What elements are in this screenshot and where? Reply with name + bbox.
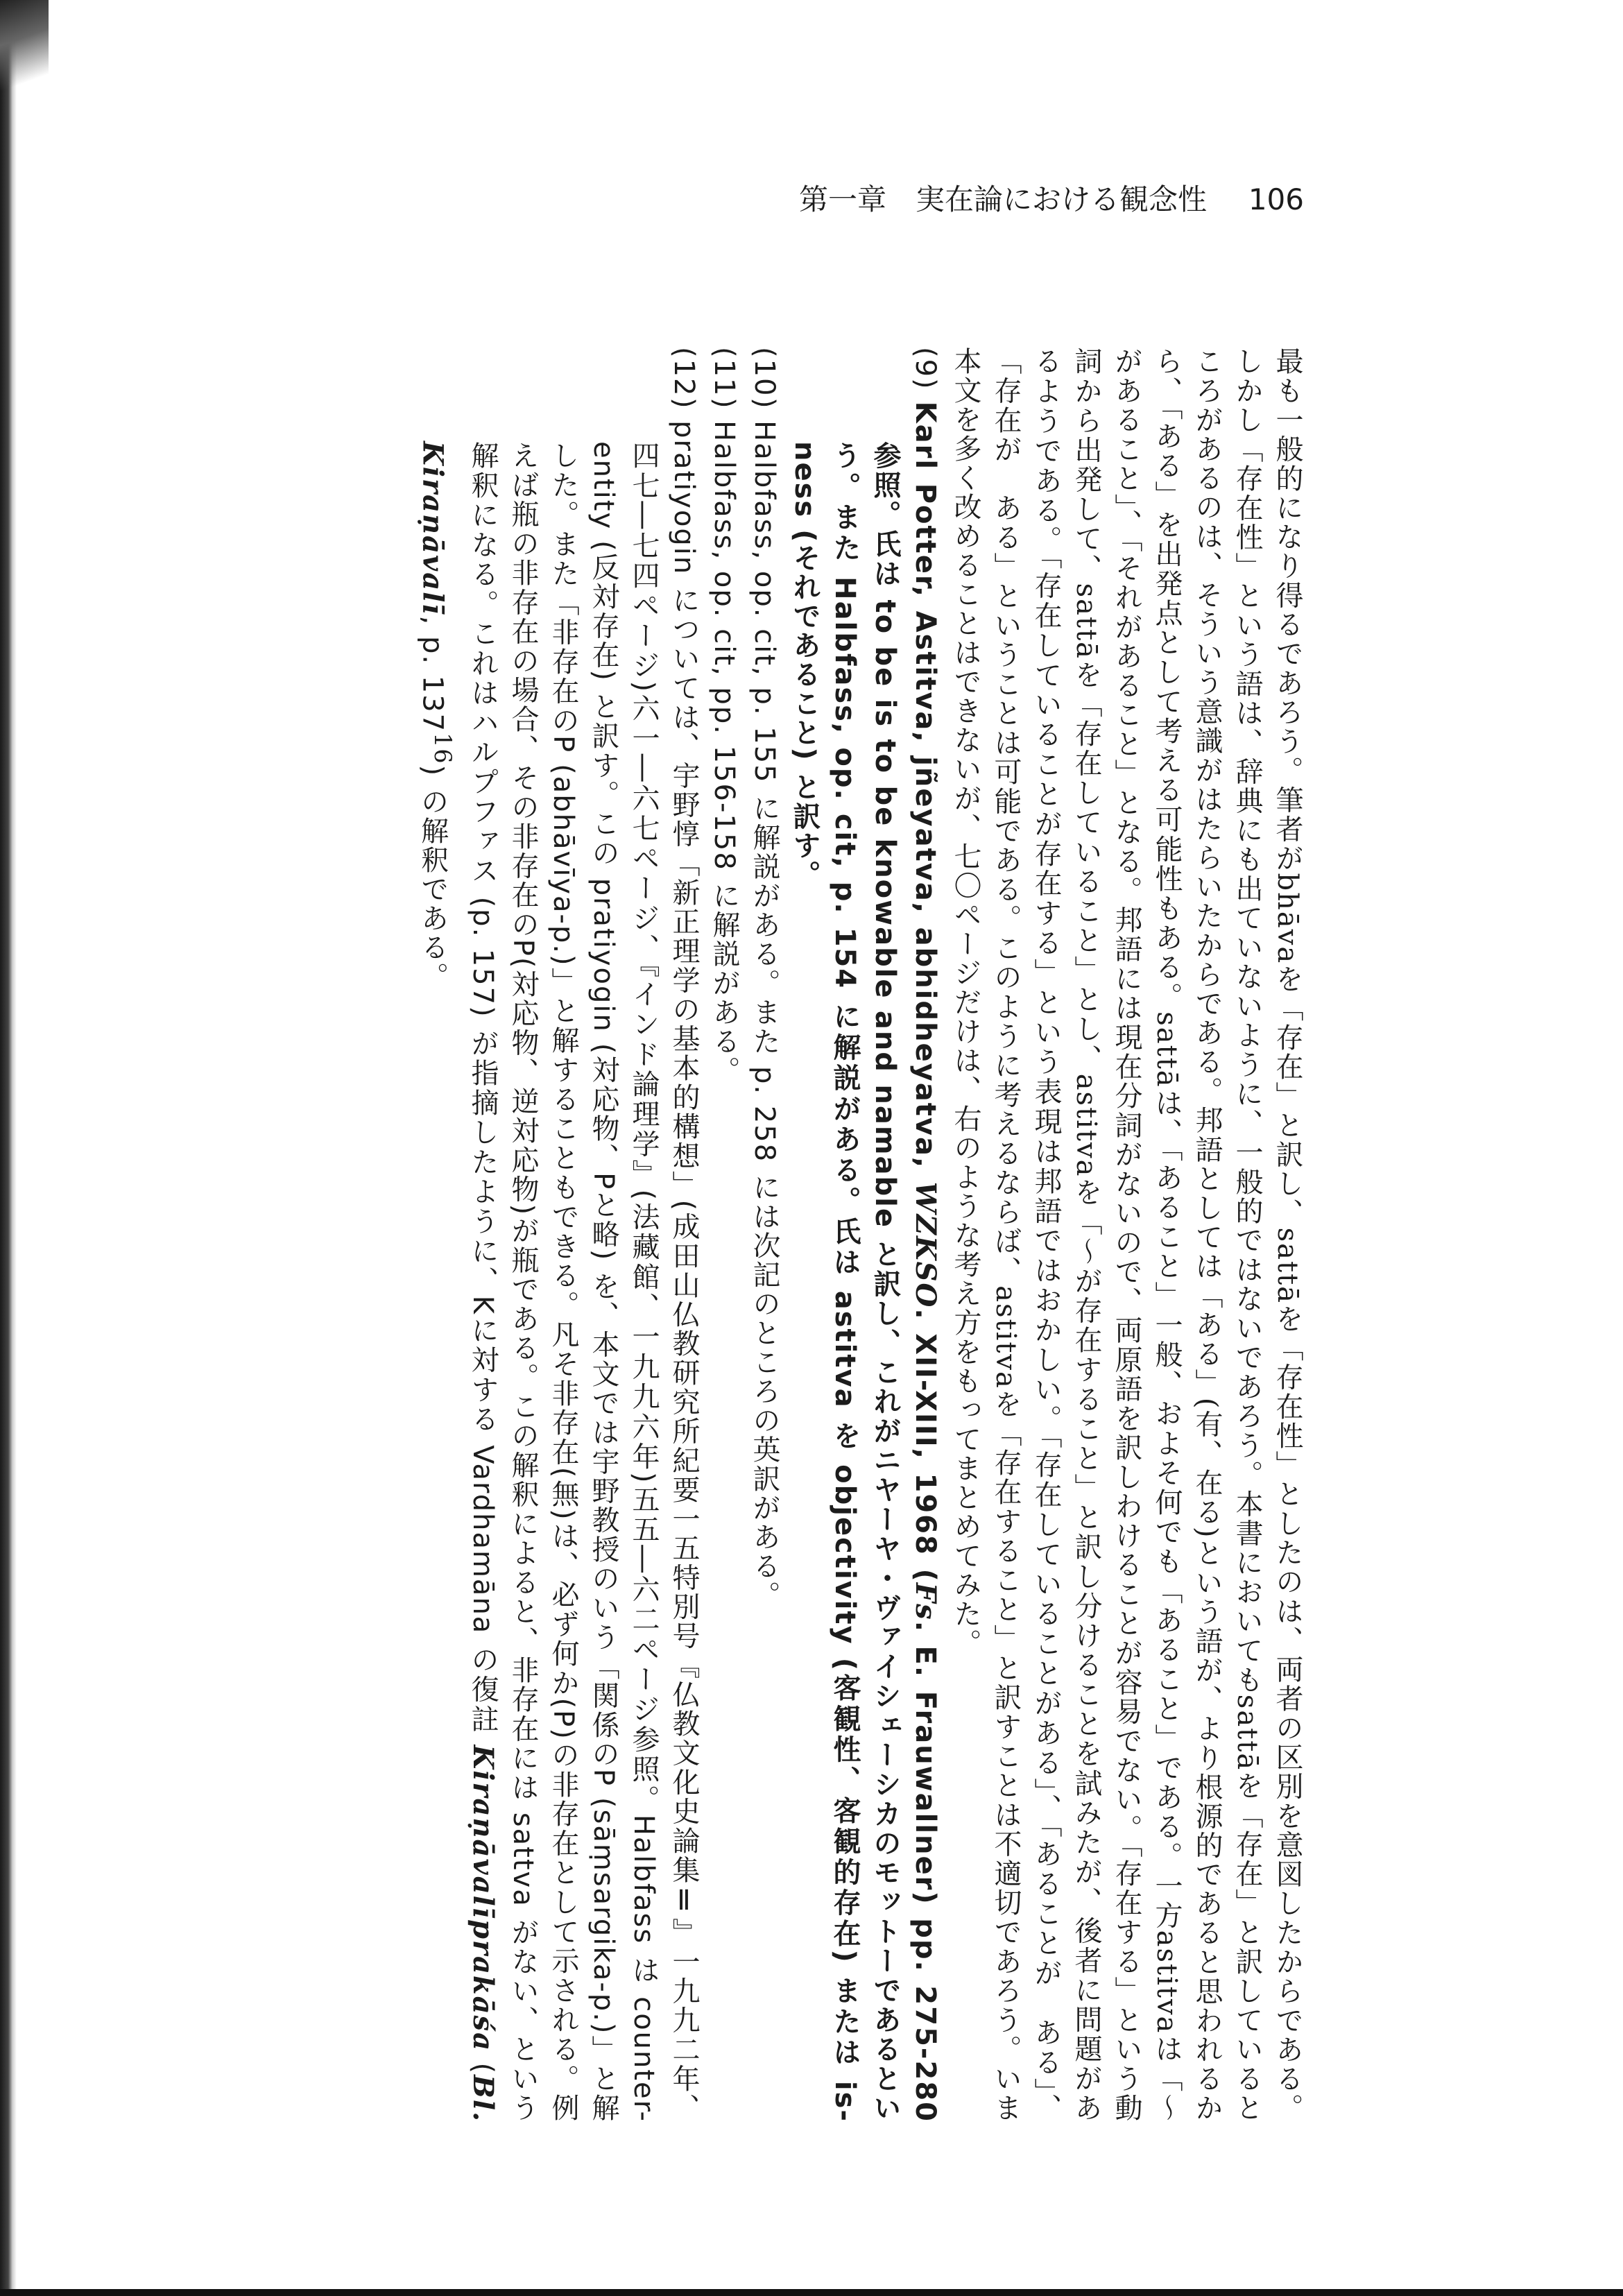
note-text: , p. 137 — [416, 615, 449, 733]
note-text: Halbfass, op. cit, p. 155 に解説がある。また p. 258 には次記のところの英訳がある。 — [748, 420, 780, 1610]
work-title: Kiraṇāvalīprakāśa — [467, 1745, 499, 2052]
note-text: Halbfass, op. cit, pp. 156-158 に解説がある。 — [708, 420, 740, 1086]
note-text: pratiyogin については、宇野惇「新正理学の基本的構想」(成田山仏教研究所紀要一五特別号『仏教文化史論集Ⅱ』一九九二年、四七―七四ページ)六一―六七ページ、『インド論理学』(法藏館、一九九六年)五五―六二ページ参照。Halbfass は counter-entity (反対存在) と訳す。この pratiyogin (対応物、Pと略) を、本文では宇野教授のいう「関係のP (sāṃsargika-p.)」と解した。また「非存在のP (abhāvīya-p.)」と解することもできる。凡そ非存在(無)は、必ず何か(P)の非存在として示される。例えば瓶の非存在の場合、その非存在のP(対応物、逆対応物)が瓶である。この解釈によると、非存在には sattva がない、という解釈になる。これはハルプファス (p. 157) が指摘したように、Kに対する Vardhamāna の復註 — [467, 420, 700, 2123]
scan-edge-shadow — [0, 0, 17, 2296]
note-text: . E. Frauwallner) pp. 275-280 参照。氏は to be is to be knowable and namable と訳し、これがニヤーヤ・ヴァイシェーシカのモットーであるという。また Halbfass, op. cit, p. 154 に解説がある。氏は astitva を objectivity (客観性、客観的存在) または is-ness (それであること) と訳す。 — [789, 441, 941, 2123]
journal-title: WZKSO — [909, 1181, 942, 1309]
body-paragraph: 最も一般的になり得るであろう。筆者がbhāvaを「存在」と訳し、sattāを「存在性」としたのは、両者の区別を意図したからである。しかし「存在性」という語は、辞典にも出ていないように、一般的ではないであろう。本書においてもsattāを「存在」と訳しているところがあるのは、そういう意識がはたらいたからである。邦語としては「ある」(有、在る)という語が、より根源的であると思われるから、「ある」を出発点として考える可能性もある。sattāは、「あること」一般、およそ何でも「あること」である。一方astitvaは「～があること」、「それがあること」となる。邦語には現在分詞がないので、両原語を訳しわけることが容易でない。「存在する」という動詞から出発して、sattāを「存在していること」とし、astitvaを「～が存在すること」と訳し分けることを試みたが、後者に問題があるようである。「存在していることが存在する」という表現は邦語ではおかしい。「存在していることがある」、「あることが ある」、「存在が ある」ということは可能である。このように考えるならば、astitvaを「存在すること」と訳すことは不適切であろう。いま本文を多く改めることはできないが、七〇ページだけは、右のような考え方をもってまとめてみた。 — [950, 347, 1303, 2123]
vertical-text-block — [191, 347, 1307, 2123]
note-number: ( 12 ) — [668, 347, 700, 420]
note-text: ) の解釈である。 — [416, 764, 449, 991]
festschrift-abbr: Fs — [909, 1582, 942, 1621]
note-number: ( 9 ) — [909, 347, 941, 402]
note-10 — [744, 347, 784, 2123]
superscript: 16 — [429, 733, 456, 765]
page-header — [798, 179, 1304, 221]
work-abbr: Bl. Kiraṇāvalī — [416, 441, 499, 2123]
scan-bottom-edge — [0, 2289, 1623, 2296]
note-9 — [784, 347, 945, 2123]
note-number: ( 10 ) — [748, 347, 780, 420]
note-12 — [413, 347, 704, 2123]
chapter-title: 第一章 実在論における観念性 — [798, 182, 1207, 216]
page-number: 106 — [1248, 182, 1304, 216]
note-text: Karl Potter, Astitva, jñeyatva, abhidheyatva, — [909, 401, 941, 1182]
note-number: ( 11 ) — [708, 347, 740, 420]
note-text: ( — [467, 2052, 499, 2075]
note-text: . XII-XIII, 1968 ( — [909, 1308, 941, 1583]
note-11 — [704, 347, 744, 2123]
scan-corner-shadow — [0, 0, 49, 97]
